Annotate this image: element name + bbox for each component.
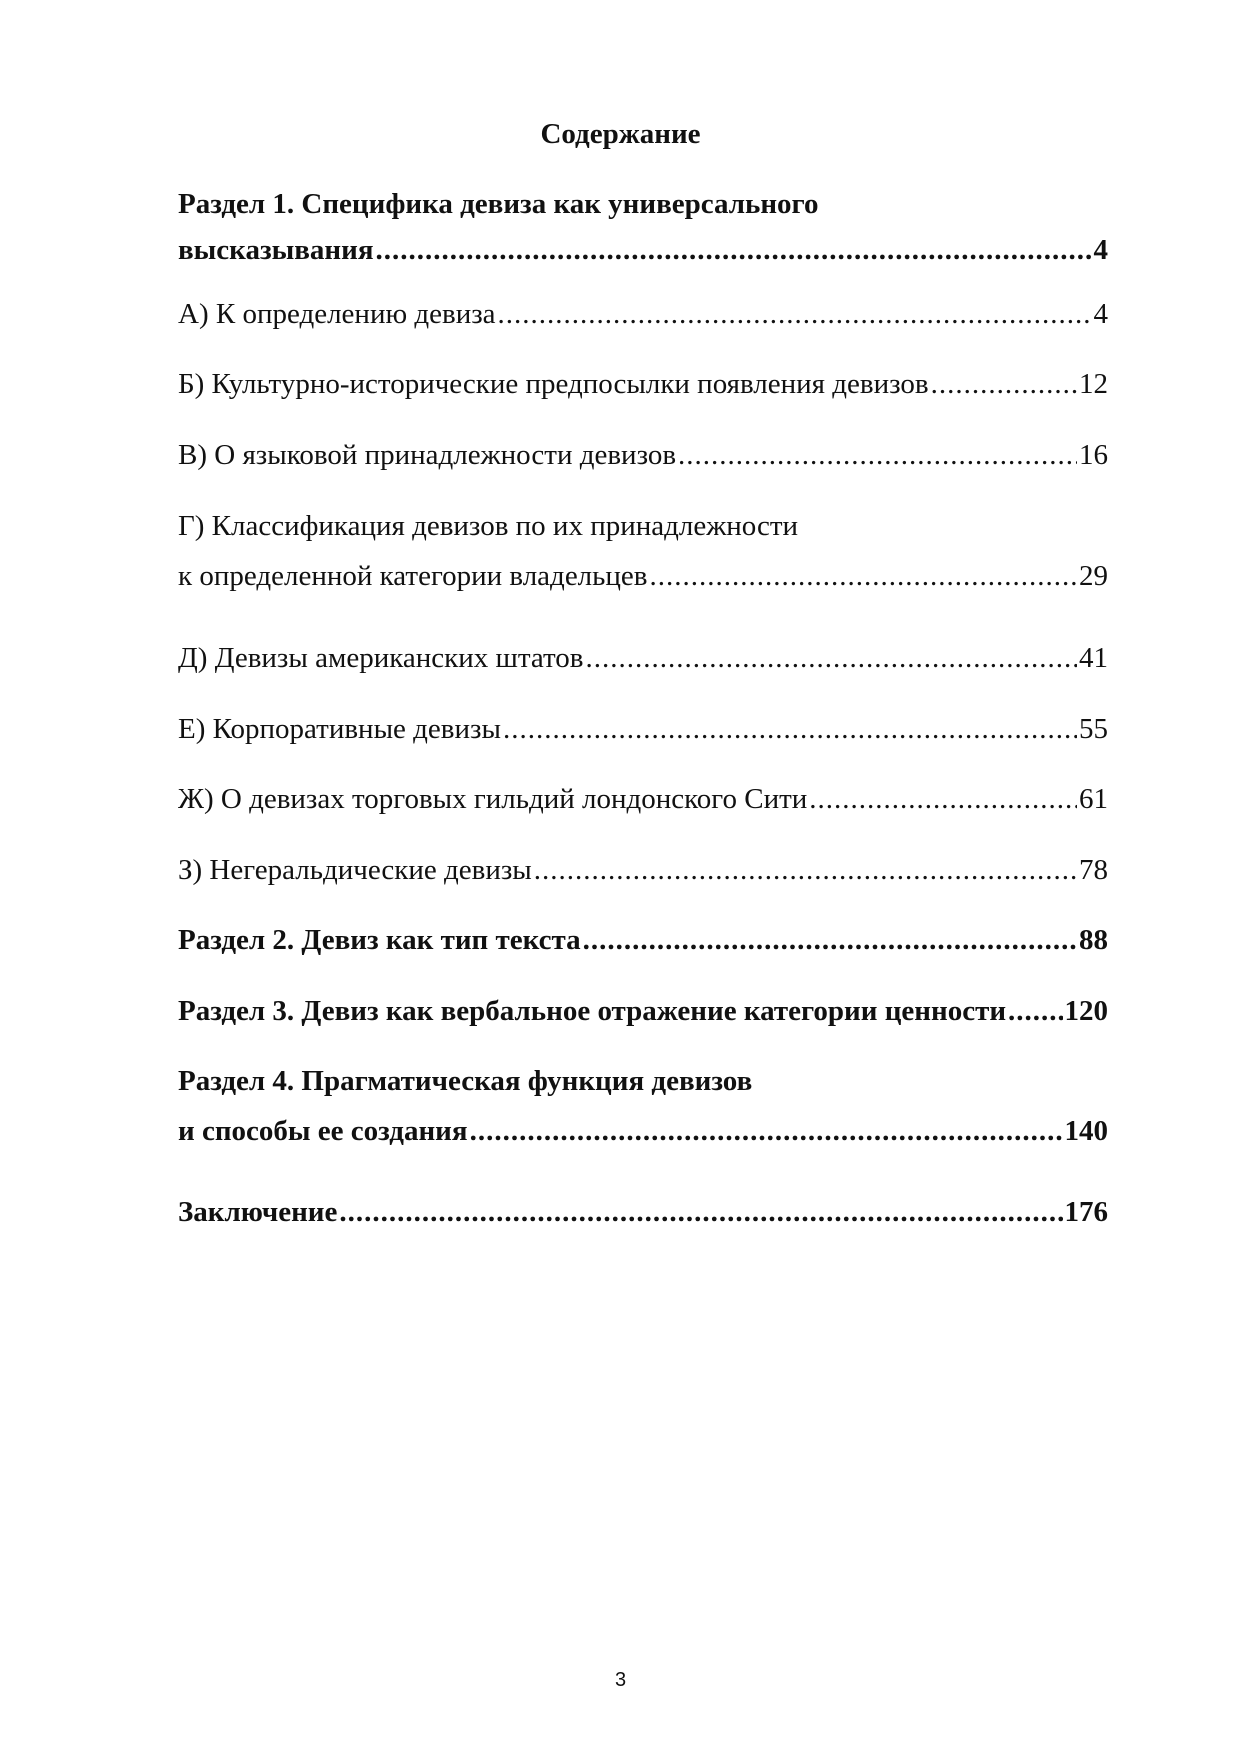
toc-entry-text: Е) Корпоративные девизы: [178, 713, 501, 745]
dot-leader: [585, 640, 1077, 676]
toc-entry-a[interactable]: [178, 296, 1108, 332]
toc-entry-text: Раздел 3. Девиз как вербальное отражение категории ценности: [178, 995, 1007, 1027]
toc-entry-text: Ж) О девизах торговых гильдий лондонского Сити: [178, 783, 808, 815]
dot-leader: [376, 232, 1092, 268]
toc-page-number: 41: [1079, 642, 1108, 674]
dot-leader: [649, 558, 1077, 594]
toc-title: Содержание: [540, 118, 701, 150]
dot-leader: [583, 922, 1077, 958]
toc-entry-heading: Раздел 1. Специфика девиза как универсального: [178, 188, 819, 220]
toc-page-number: 29: [1079, 560, 1108, 592]
toc-entry-z[interactable]: [178, 852, 1108, 888]
dot-leader: [678, 437, 1077, 473]
toc-page-number: 16: [1079, 439, 1108, 471]
dot-leader: [498, 296, 1092, 332]
toc-entry-section-4[interactable]: [178, 1063, 1108, 1149]
toc-entry-g[interactable]: [178, 508, 1108, 594]
toc-entry-text: к определенной категории владельцев: [178, 560, 648, 592]
toc-entry-heading: Раздел 4. Прагматическая функция девизов: [178, 1065, 753, 1097]
toc-entry-section-2[interactable]: [178, 922, 1108, 958]
toc-page-number: 61: [1079, 783, 1108, 815]
page-number: 3: [614, 1669, 627, 1691]
dot-leader: [534, 852, 1077, 888]
toc-entry-text: В) О языковой принадлежности девизов: [178, 439, 677, 471]
dot-leader: [503, 711, 1077, 747]
dot-leader: [809, 781, 1077, 817]
toc-page-number: 120: [1064, 995, 1108, 1027]
toc-entry-text: Д) Девизы американских штатов: [178, 642, 584, 674]
dot-leader: [931, 366, 1077, 402]
toc-entry-text: А) К определению девиза: [178, 298, 496, 330]
toc-page-number: 78: [1079, 854, 1108, 886]
toc-entry-section-1[interactable]: [178, 186, 1108, 268]
toc-page-number: 176: [1064, 1196, 1108, 1228]
toc-page-number: 88: [1079, 924, 1108, 956]
toc-entry-text: Раздел 2. Девиз как тип текста: [178, 924, 581, 956]
toc-page-number: 140: [1064, 1115, 1108, 1147]
dot-leader: [470, 1113, 1063, 1149]
toc-entry-text: Б) Культурно-исторические предпосылки появления девизов: [178, 368, 929, 400]
toc-entry-heading: Г) Классификация девизов по их принадлежности: [178, 510, 799, 542]
toc-page-number: 4: [1093, 234, 1108, 266]
dot-leader: [1008, 993, 1062, 1029]
toc-entry-b[interactable]: [178, 366, 1108, 402]
toc-entry-v[interactable]: [178, 437, 1108, 473]
toc-page-number: 4: [1093, 298, 1108, 330]
toc-entry-text: высказывания: [178, 234, 374, 266]
toc-entry-e[interactable]: [178, 711, 1108, 747]
toc-entry-d[interactable]: [178, 640, 1108, 676]
toc-entry-conclusion[interactable]: [178, 1194, 1108, 1230]
toc-entry-zh[interactable]: [178, 781, 1108, 817]
toc-entry-text: Заключение: [178, 1196, 338, 1228]
toc-entry-text: З) Негеральдические девизы: [178, 854, 532, 886]
toc-entry-section-3[interactable]: [178, 993, 1108, 1029]
toc-page-number: 55: [1079, 713, 1108, 745]
toc-page-number: 12: [1079, 368, 1108, 400]
toc-entry-text: и способы ее создания: [178, 1115, 468, 1147]
dot-leader: [339, 1194, 1062, 1230]
